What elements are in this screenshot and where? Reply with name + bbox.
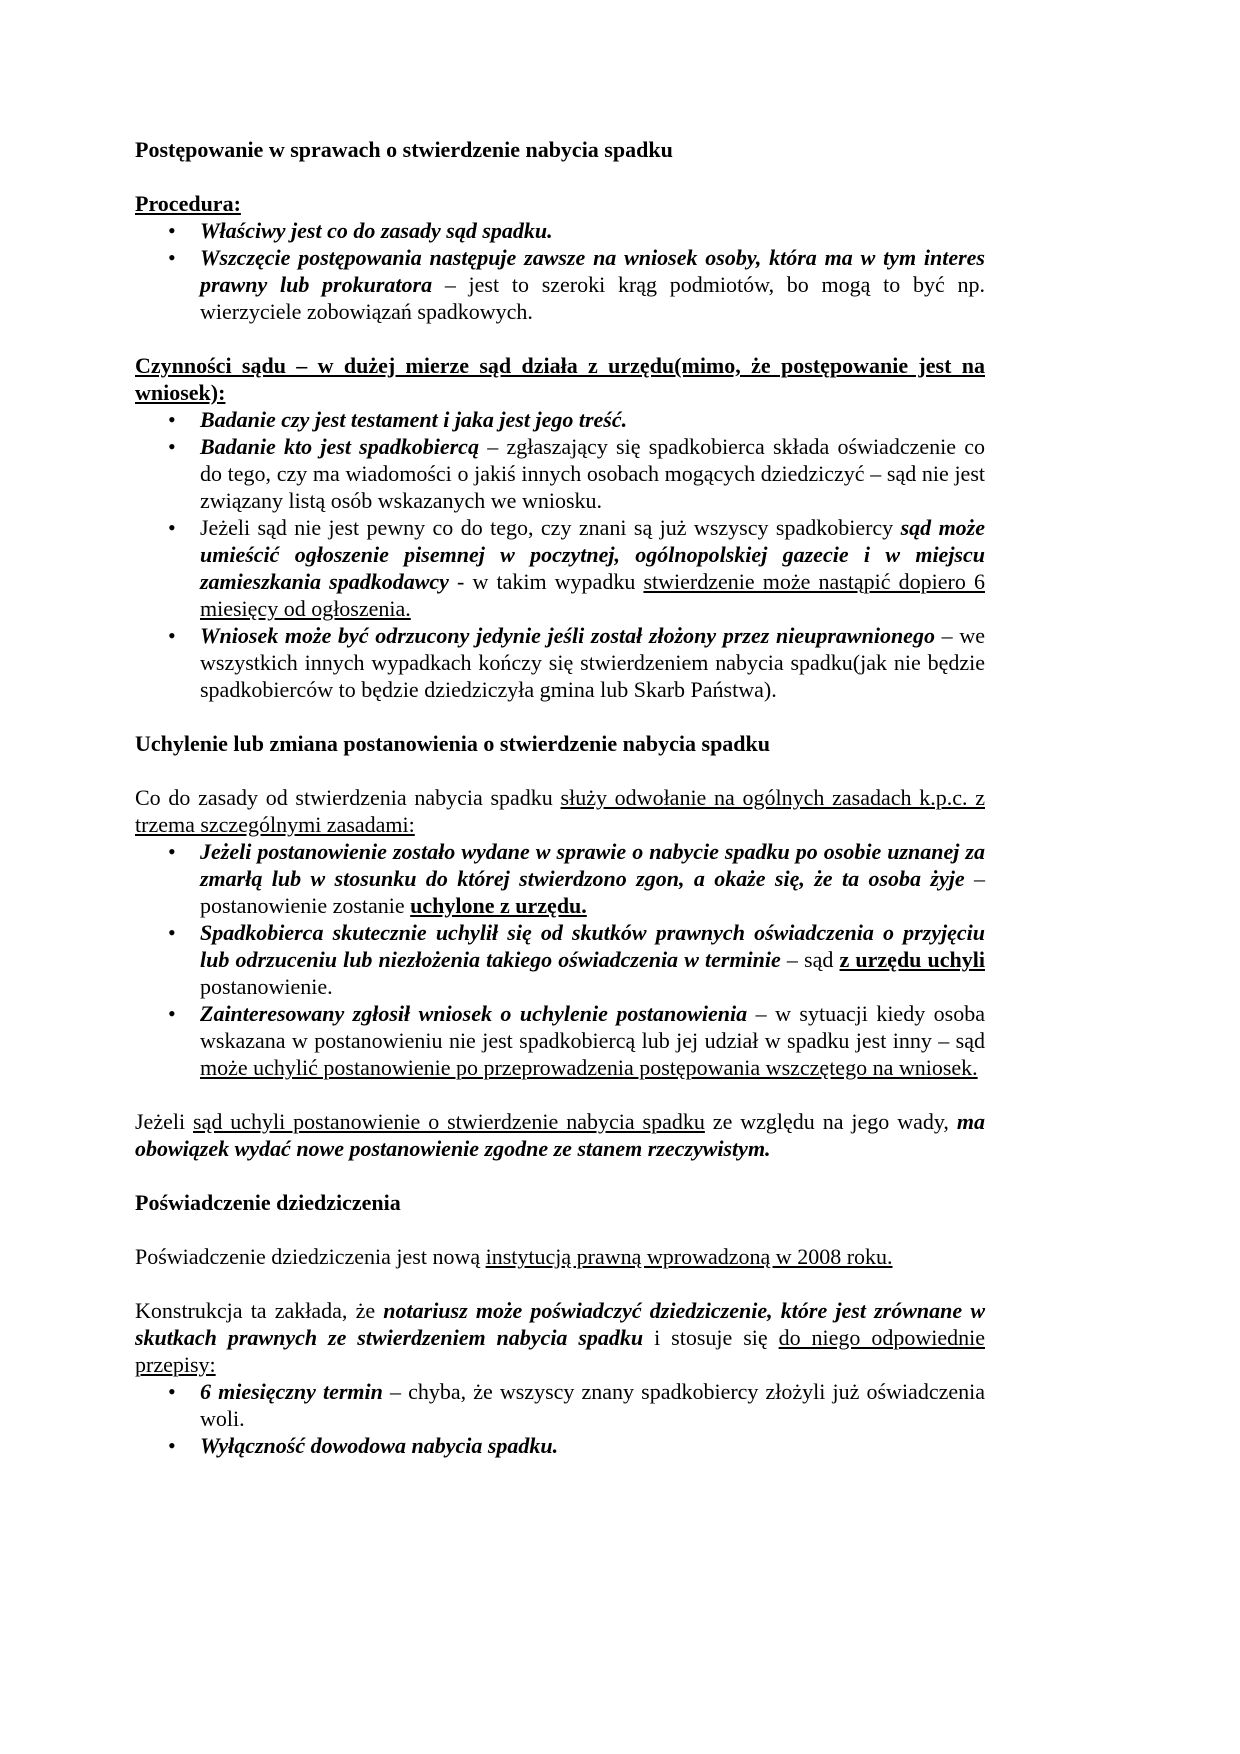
text-run: Właściwy jest co do zasady sąd spadku. bbox=[200, 218, 553, 243]
text-run: instytucją prawną wprowadzoną w 2008 roku. bbox=[485, 1244, 893, 1269]
text-run: uchylone z urzędu. bbox=[410, 893, 587, 918]
text-run: Poświadczenie dziedziczenia bbox=[135, 1190, 401, 1215]
list-item-text bbox=[200, 406, 985, 433]
section-heading-procedura bbox=[135, 190, 985, 217]
text-run: Jeżeli bbox=[135, 1109, 194, 1134]
list-item bbox=[168, 1432, 985, 1459]
text-run: Zainteresowany zgłosił wniosek o uchylenie postanowienia bbox=[200, 1001, 748, 1026]
text-run: ma obowiązek wydać nowe postanowienie zgodne ze stanem rzeczywistym. bbox=[135, 1109, 985, 1161]
list-item bbox=[168, 433, 985, 514]
list-item bbox=[168, 919, 985, 1000]
bullet-icon: • bbox=[168, 1001, 176, 1026]
list-item bbox=[168, 244, 985, 325]
text-run: - w takim wypadku bbox=[448, 569, 644, 594]
bullet-list-czynnosci-sadu bbox=[135, 406, 985, 703]
list-item-text bbox=[200, 433, 985, 514]
text-run: notariusz może poświadczyć dziedziczenie, które jest zrównane w skutkach prawnych ze stwierdzeniem nabycia spadku bbox=[135, 1298, 985, 1350]
text-run: Czynności sądu – w dużej mierze sąd działa z urzędu(mimo, że postępowanie jest na wniosek): bbox=[135, 353, 985, 405]
text-run: – we wszystkich innych wypadkach kończy się stwierdzeniem nabycia spadku(jak nie będzie spadkobierców to będzie dziedziczyła gmina lub Skarb Państwa). bbox=[200, 623, 985, 702]
bullet-icon: • bbox=[168, 1433, 176, 1458]
list-item bbox=[168, 622, 985, 703]
doc-title bbox=[135, 136, 985, 163]
list-item-text bbox=[200, 1432, 985, 1459]
list-item-text bbox=[200, 919, 985, 1000]
text-run: Wniosek może być odrzucony jedynie jeśli został złożony przez nieuprawnionego bbox=[200, 623, 935, 648]
list-item-text bbox=[200, 1378, 985, 1432]
text-run: z urzędu uchyli bbox=[839, 947, 986, 972]
bullet-icon: • bbox=[168, 1379, 176, 1404]
text-run: 6 miesięczny termin bbox=[200, 1379, 383, 1404]
list-item-text bbox=[200, 244, 985, 325]
text-run: sąd uchyli postanowienie o stwierdzenie nabycia spadku bbox=[193, 1109, 705, 1134]
paragraph-poswiadczenie-intro bbox=[135, 1243, 985, 1270]
bullet-icon: • bbox=[168, 839, 176, 864]
text-run: Badanie czy jest testament i jaka jest jego treść. bbox=[200, 407, 628, 432]
text-run: – jest to szeroki krąg podmiotów, bo mogą to być np. wierzyciele zobowiązań spadkowych. bbox=[200, 272, 985, 324]
text-run: Wszczęcie postępowania następuje zawsze na wniosek osoby, która ma w tym interes prawny lub prokuratora bbox=[200, 245, 985, 297]
text-run: służy odwołanie na ogólnych zasadach k.p.c. z trzema szczególnymi zasadami: bbox=[135, 785, 985, 837]
bullet-icon: • bbox=[168, 920, 176, 945]
text-run: Uchylenie lub zmiana postanowienia o stwierdzenie nabycia spadku bbox=[135, 731, 771, 756]
paragraph-co-do-zasady bbox=[135, 784, 985, 838]
text-run: Konstrukcja ta zakłada, że bbox=[135, 1298, 384, 1323]
text-run: – w sytuacji kiedy osoba wskazana w postanowieniu nie jest spadkobiercą lub jej udział w spadku jest inny – sąd bbox=[200, 1001, 985, 1053]
list-item bbox=[168, 514, 985, 622]
list-item bbox=[168, 406, 985, 433]
list-item bbox=[168, 1378, 985, 1432]
bullet-icon: • bbox=[168, 407, 176, 432]
list-item bbox=[168, 838, 985, 919]
text-run: stwierdzenie może nastąpić dopiero 6 miesięcy od ogłoszenia. bbox=[200, 569, 985, 621]
text-run: ze względu na jego wady, bbox=[704, 1109, 957, 1134]
text-run: sąd może umieścić ogłoszenie pisemnej w poczytnej, ogólnopolskiej gazecie i w miejscu zamieszkania spadkodawcy bbox=[200, 515, 986, 594]
paragraph-jezeli-sad-uchyli bbox=[135, 1108, 985, 1162]
text-run: postanowienie. bbox=[200, 974, 333, 999]
text-run: Badanie kto jest spadkobiercą bbox=[200, 434, 479, 459]
bullet-icon: • bbox=[168, 218, 176, 243]
list-item bbox=[168, 217, 985, 244]
text-run: – chyba, że wszyscy znany spadkobiercy złożyli już oświadczenia woli. bbox=[200, 1379, 985, 1431]
text-run: Spadkobierca skutecznie uchylił się od skutków prawnych oświadczenia o przyjęciu lub odrzuceniu lub niezłożenia takiego oświadczenia w terminie bbox=[200, 920, 985, 972]
bullet-list-uchylenie bbox=[135, 838, 985, 1081]
section-heading-poswiadczenie bbox=[135, 1189, 985, 1216]
bullet-list-poswiadczenie bbox=[135, 1378, 985, 1459]
bullet-icon: • bbox=[168, 245, 176, 270]
list-item bbox=[168, 1000, 985, 1081]
text-run: Poświadczenie dziedziczenia jest nową bbox=[135, 1244, 486, 1269]
text-run: Co do zasady od stwierdzenia nabycia spadku bbox=[135, 785, 561, 810]
section-heading-czynnosci-sadu bbox=[135, 352, 985, 406]
section-heading-uchylenie bbox=[135, 730, 985, 757]
text-run: i stosuje się bbox=[643, 1325, 779, 1350]
bullet-icon: • bbox=[168, 515, 176, 540]
text-run: Jeżeli sąd nie jest pewny co do tego, czy znani są już wszyscy spadkobiercy bbox=[200, 515, 901, 540]
list-item-text bbox=[200, 514, 985, 622]
list-item-text bbox=[200, 1000, 985, 1081]
document-content bbox=[135, 136, 985, 1459]
list-item-text bbox=[200, 217, 985, 244]
text-run: – postanowienie zostanie bbox=[200, 866, 985, 918]
bullet-icon: • bbox=[168, 623, 176, 648]
text-run: może uchylić postanowienie po przeprowadzenia postępowania wszczętego na wniosek. bbox=[200, 1055, 978, 1080]
paragraph-konstrukcja bbox=[135, 1297, 985, 1378]
text-run: Jeżeli postanowienie zostało wydane w sprawie o nabycie spadku po osobie uznanej za zmarłą lub w stosunku do której stwierdzono zgon, a okaże się, że ta osoba żyje bbox=[200, 839, 985, 891]
text-run: Postępowanie w sprawach o stwierdzenie nabycia spadku bbox=[135, 137, 673, 162]
list-item-text bbox=[200, 838, 985, 919]
text-run: – zgłaszający się spadkobierca składa oświadczenie co do tego, czy ma wiadomości o jakiś innych osobach mogących dziedziczyć – sąd nie jest związany listą osób wskazanych we wniosku. bbox=[200, 434, 985, 513]
text-run: do niego odpowiednie przepisy: bbox=[135, 1325, 985, 1377]
bullet-list-procedura bbox=[135, 217, 985, 325]
list-item-text bbox=[200, 622, 985, 703]
text-run: Wyłączność dowodowa nabycia spadku. bbox=[200, 1433, 559, 1458]
bullet-icon: • bbox=[168, 434, 176, 459]
text-run: Procedura: bbox=[135, 191, 241, 216]
text-run: – sąd bbox=[780, 947, 840, 972]
